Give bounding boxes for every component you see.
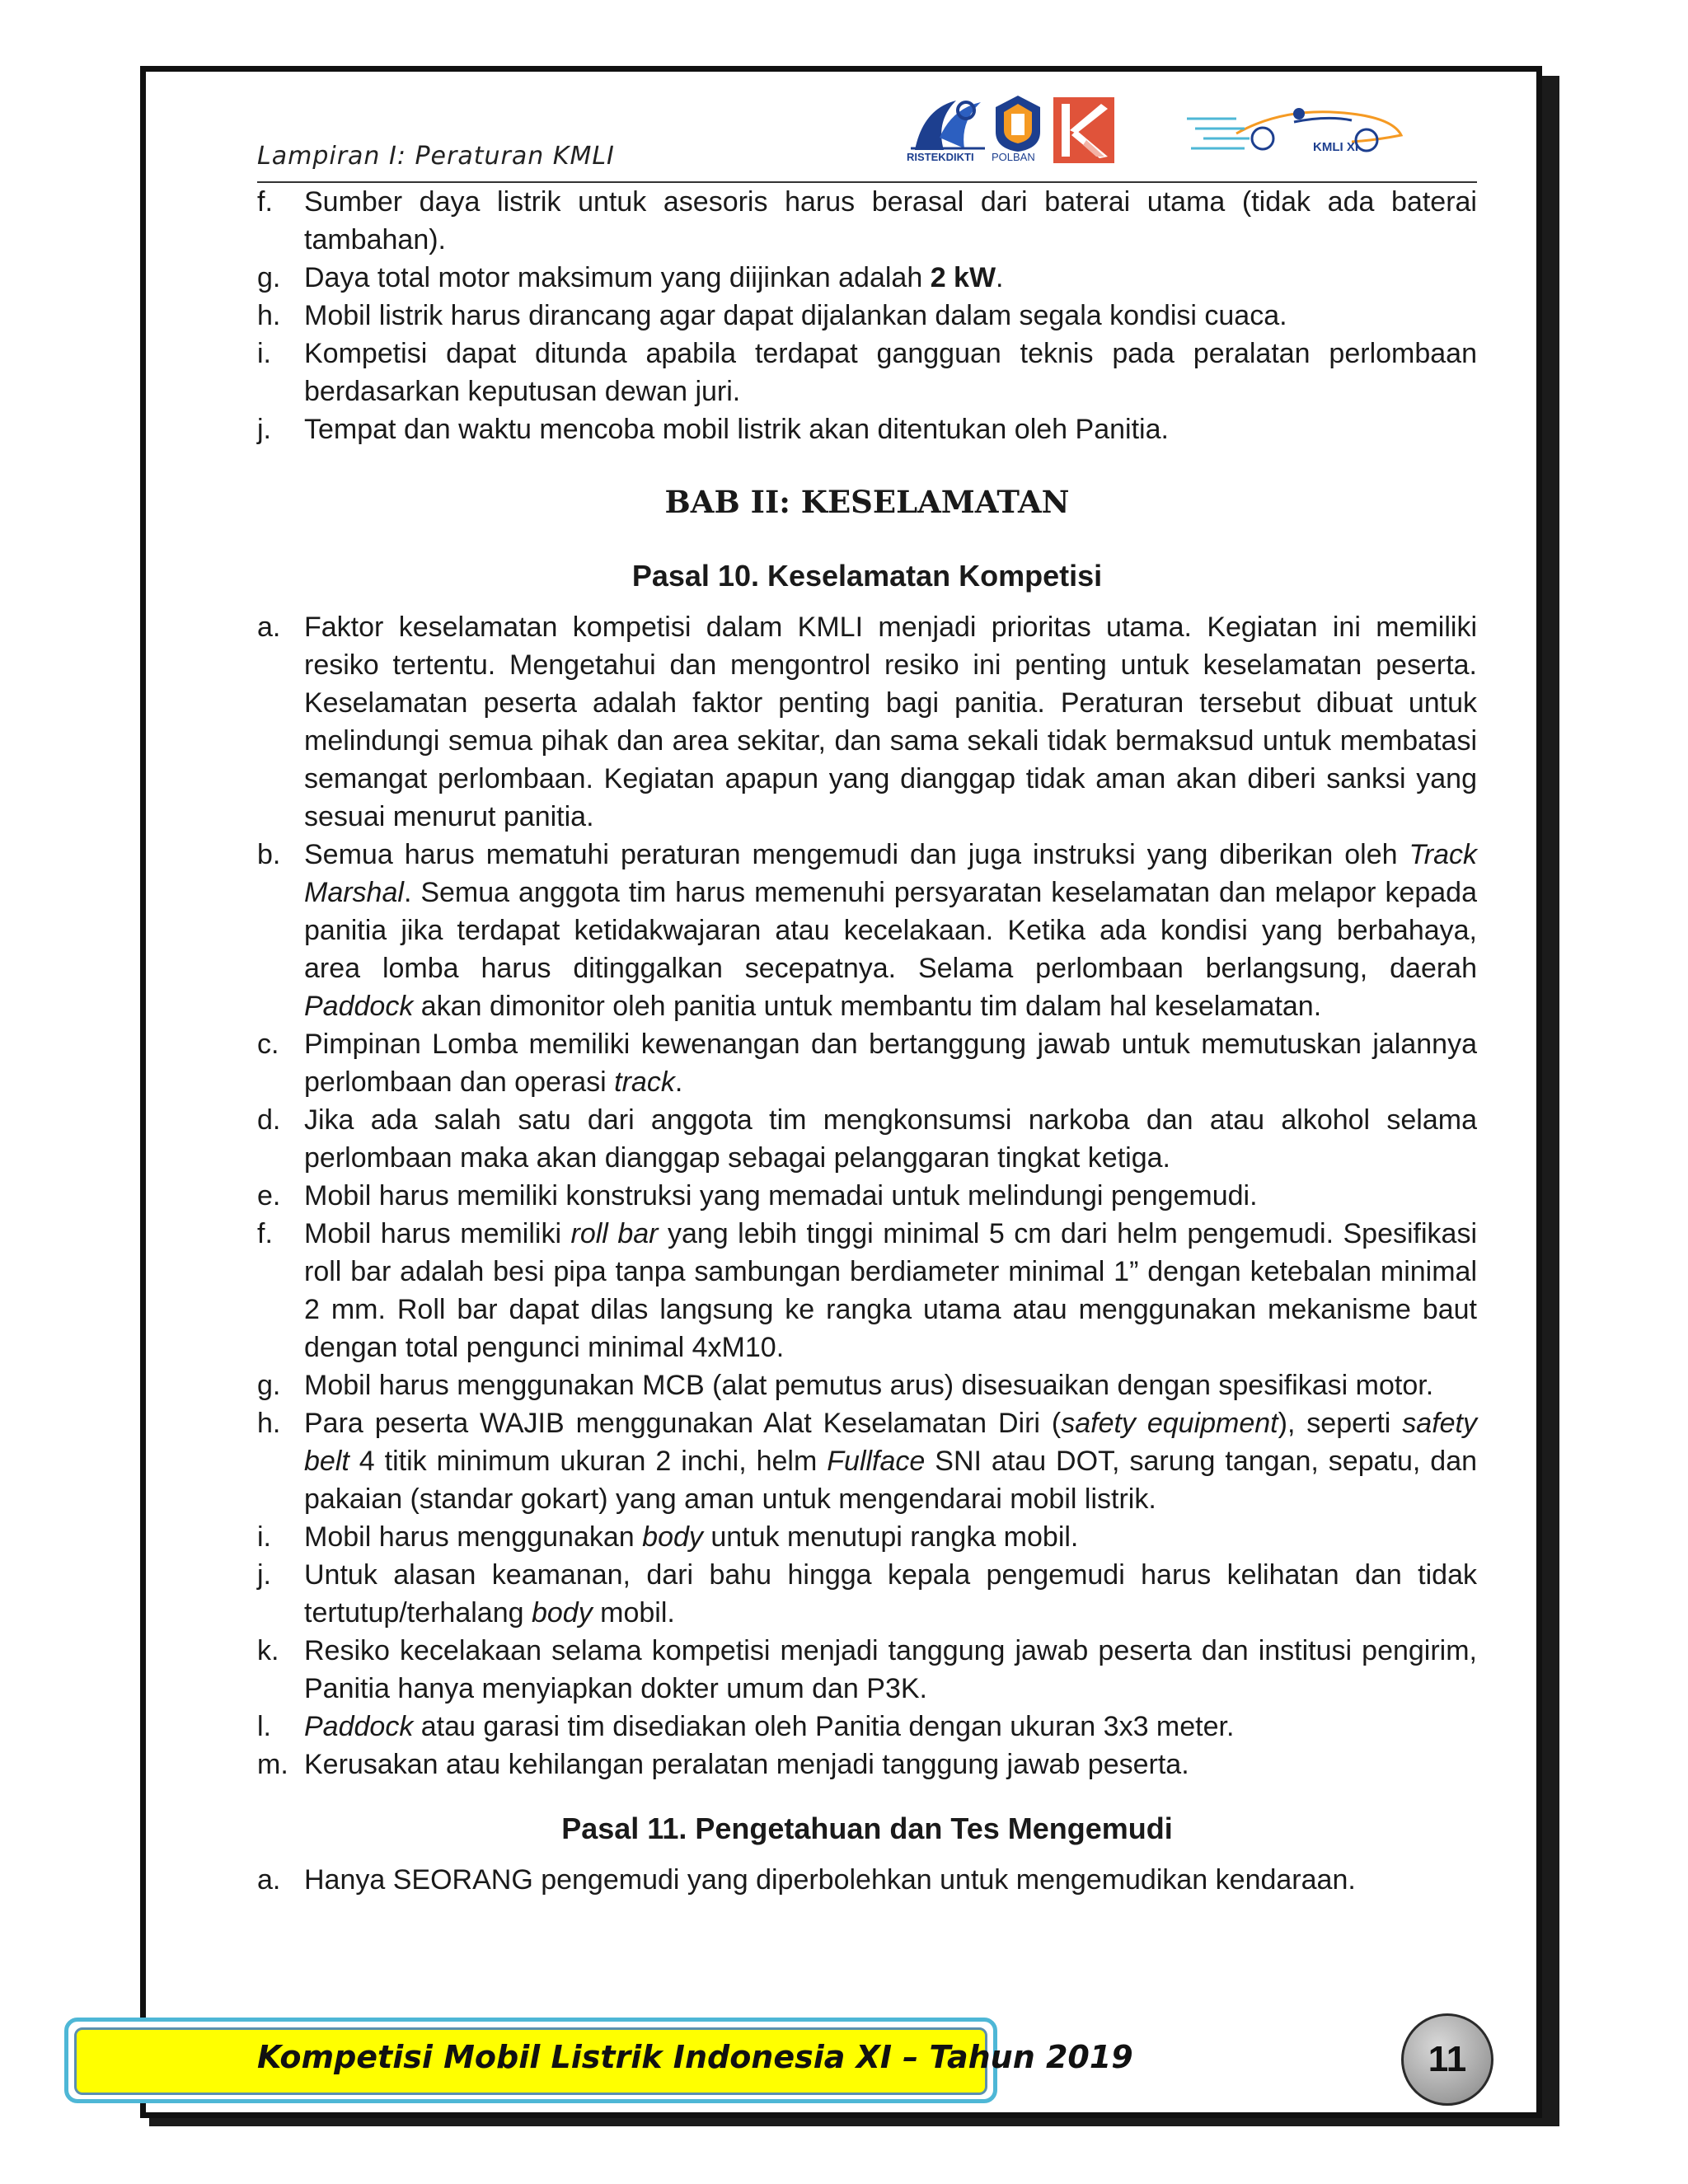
- list-item: [257, 608, 1477, 836]
- list-item: [257, 1861, 1477, 1899]
- list-text: Para peserta WAJIB menggunakan Alat Keselamatan Diri (safety equipment), seperti safety belt 4 titik minimum ukuran 2 inchi, helm Fullface SNI atau DOT, sarung tangan, sepatu, dan pakaian (standar gokart) yang aman untuk mengendarai mobil listrik.: [304, 1408, 1478, 1515]
- list-item: [257, 183, 1477, 259]
- list-marker: b.: [257, 839, 281, 870]
- kmli-logo: [1187, 97, 1411, 160]
- list-text: Mobil listrik harus dirancang agar dapat dijalankan dalam segala kondisi cuaca.: [304, 300, 1287, 331]
- list-text: Mobil harus memiliki roll bar yang lebih tinggi minimal 5 cm dari helm pengemudi. Spesifikasi roll bar adalah besi pipa tanpa sambungan berdiameter minimal 1” dengan ketebalan minimal 2 mm. Roll bar dapat dilas langsung ke rangka utama atau menggunakan mekanisme baut dengan total pengunci minimal 4xM10.: [304, 1218, 1478, 1363]
- list-marker: f.: [257, 186, 273, 218]
- list-item: [257, 410, 1477, 448]
- list-text: Jika ada salah satu dari anggota tim mengkonsumsi narkoba dan atau alkohol selama perlombaan maka akan dianggap sebagai pelanggaran tingkat ketiga.: [304, 1104, 1477, 1174]
- list-text: Untuk alasan keamanan, dari bahu hingga kepala pengemudi harus kelihatan dan tidak tertutup/terhalang body mobil.: [304, 1559, 1477, 1629]
- document-body: [257, 183, 1477, 1899]
- list-marker: j.: [257, 414, 271, 445]
- list-marker: j.: [257, 1559, 271, 1591]
- list-text: Kerusakan atau kehilangan peralatan menjadi tanggung jawab peserta.: [304, 1749, 1189, 1780]
- list-text: Daya total motor maksimum yang diijinkan adalah 2 kW.: [304, 262, 1004, 293]
- list-item: [257, 297, 1477, 335]
- page-number: 11: [1401, 2013, 1493, 2106]
- list-item: [257, 1632, 1477, 1708]
- list-text: Pimpinan Lomba memiliki kewenangan dan bertanggung jawab untuk memutuskan jalannya perlombaan dan operasi track.: [304, 1029, 1477, 1098]
- list-marker: k.: [257, 1635, 279, 1666]
- list-text: Faktor keselamatan kompetisi dalam KMLI menjadi prioritas utama. Kegiatan ini memiliki resiko tertentu. Mengetahui dan mengontrol resiko ini penting untuk keselamatan peserta. Keselamatan peserta adalah faktor penting bagi panitia. Peraturan tersebut dibuat untuk melindungi semua pihak dan area sekitar, dan sama sekali tidak bermaksud untuk membatasi semangat perlombaan. Kegiatan apapun yang dianggap tidak aman akan diberi sanksi yang sesuai menurut panitia.: [304, 612, 1477, 832]
- chapter-title: BAB II: KESELAMATAN: [664, 484, 1070, 520]
- footer-text: Kompetisi Mobil Listrik Indonesia XI – Tahun 2019: [257, 2039, 1133, 2075]
- list-text: Tempat dan waktu mencoba mobil listrik akan ditentukan oleh Panitia.: [304, 414, 1169, 445]
- list-item: [257, 335, 1477, 410]
- list-marker: l.: [257, 1711, 271, 1742]
- section-title-pasal-10: Pasal 10. Keselamatan Kompetisi: [631, 559, 1103, 593]
- list-text: Sumber daya listrik untuk asesoris harus berasal dari baterai utama (tidak ada baterai tambahan).: [304, 186, 1477, 255]
- list-item: [257, 836, 1477, 1025]
- polban-label: POLBAN: [992, 151, 1035, 163]
- list-text: Mobil harus menggunakan body untuk menutupi rangka mobil.: [304, 1521, 1079, 1553]
- list-marker: i.: [257, 1521, 271, 1553]
- list-item: [257, 1025, 1477, 1101]
- list-text: Semua harus mematuhi peraturan mengemudi dan juga instruksi yang diberikan oleh Track Marshal. Semua anggota tim harus memenuhi persyaratan keselamatan dan melapor kepada panitia jika terdapat ketidakwajaran atau kecelakaan. Ketika ada kondisi yang berbahaya, area lomba harus ditinggalkan secepatnya. Selama perlombaan berlangsung, daerah Paddock akan dimonitor oleh panitia untuk membantu tim dalam hal keselamatan.: [304, 839, 1477, 1022]
- power-value: 2 kW: [930, 262, 996, 293]
- list-item: [257, 1518, 1477, 1556]
- list-text: Resiko kecelakaan selama kompetisi menjadi tanggung jawab peserta dan institusi pengirim, Panitia hanya menyiapkan dokter umum dan P3K.: [304, 1635, 1477, 1704]
- list-marker: a.: [257, 612, 281, 643]
- list-marker: c.: [257, 1029, 279, 1060]
- list-marker: f.: [257, 1218, 273, 1249]
- list-item: [257, 1404, 1477, 1518]
- list-text: Hanya SEORANG pengemudi yang diperbolehkan untuk mengemudikan kendaraan.: [304, 1864, 1356, 1896]
- list-marker: e.: [257, 1180, 281, 1212]
- list-text: Mobil harus memiliki konstruksi yang memadai untuk melindungi pengemudi.: [304, 1180, 1258, 1212]
- ristekdikti-label: RISTEKDIKTI: [907, 151, 974, 163]
- list-text: Mobil harus menggunakan MCB (alat pemutus arus) disesuaikan dengan spesifikasi motor.: [304, 1370, 1434, 1401]
- list-marker: g.: [257, 262, 281, 293]
- kmli-label: KMLI XI: [1313, 140, 1358, 154]
- list-marker: d.: [257, 1104, 281, 1136]
- list-item: [257, 1746, 1477, 1783]
- list-marker: h.: [257, 300, 281, 331]
- list-marker: h.: [257, 1408, 281, 1439]
- k-logo: [1053, 97, 1114, 163]
- list-item: [257, 259, 1477, 297]
- section-title-pasal-11: Pasal 11. Pengetahuan dan Tes Mengemudi: [561, 1811, 1173, 1845]
- list-text: Kompetisi dapat ditunda apabila terdapat gangguan teknis pada peralatan perlombaan berdasarkan keputusan dewan juri.: [304, 338, 1477, 407]
- list-item: [257, 1556, 1477, 1632]
- header-title: Lampiran I: Peraturan KMLI: [257, 142, 615, 171]
- list-text: Paddock atau garasi tim disediakan oleh Panitia dengan ukuran 3x3 meter.: [304, 1711, 1235, 1742]
- list-item: [257, 1366, 1477, 1404]
- list-marker: i.: [257, 338, 271, 369]
- polban-logo: [989, 92, 1047, 155]
- list-item: [257, 1708, 1477, 1746]
- list-marker: m.: [257, 1749, 288, 1780]
- list-marker: a.: [257, 1864, 281, 1896]
- list-item: [257, 1177, 1477, 1215]
- list-item: [257, 1215, 1477, 1366]
- list-item: [257, 1101, 1477, 1177]
- list-marker: g.: [257, 1370, 281, 1401]
